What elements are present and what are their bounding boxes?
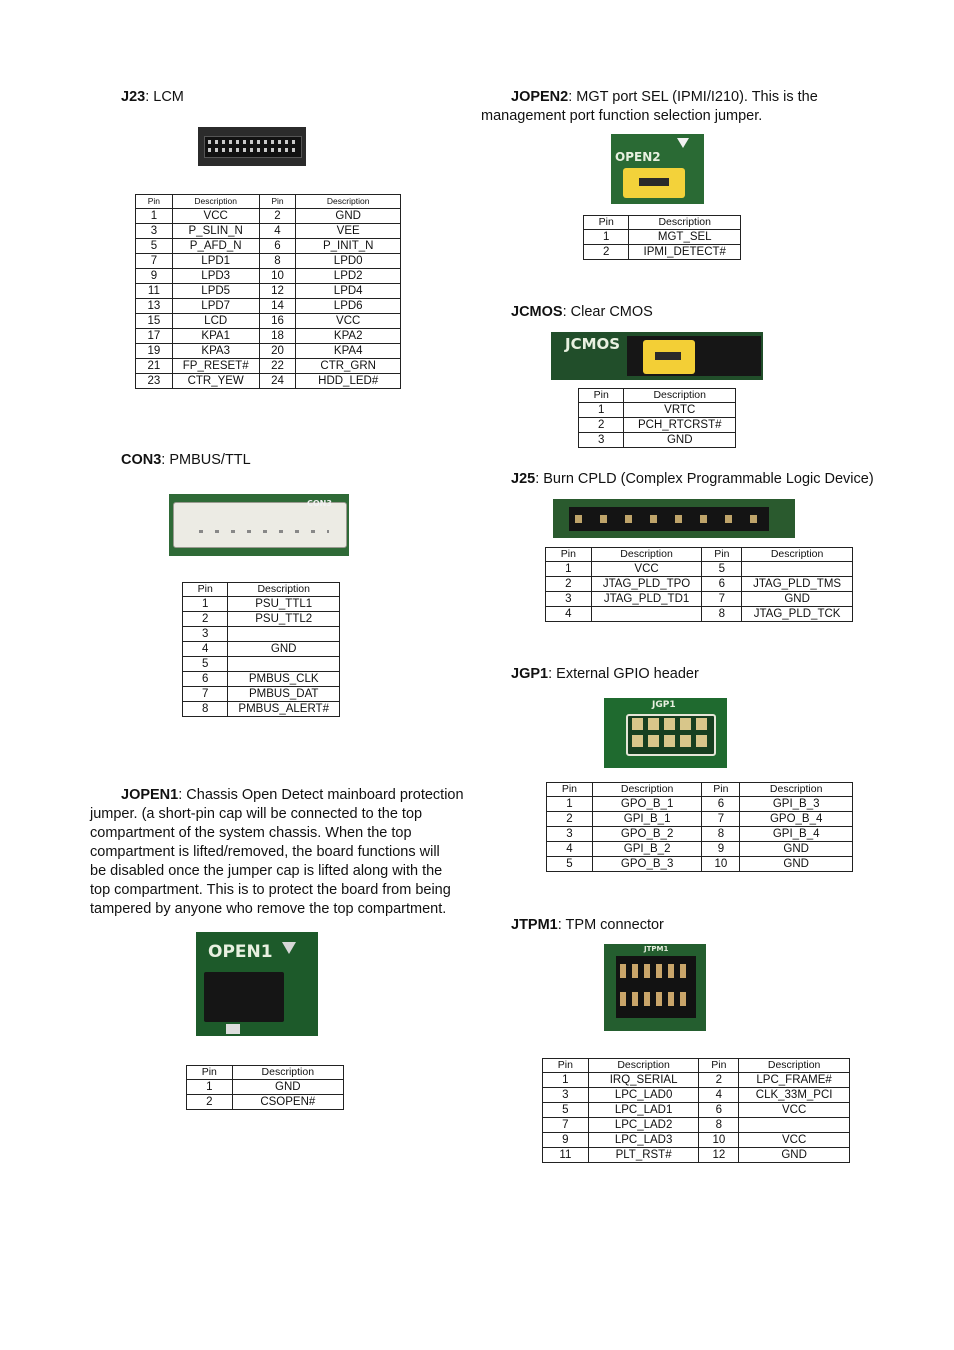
- pin-description-cell: KPA4: [296, 344, 401, 359]
- j23-table-header: [136, 195, 401, 209]
- pin-description-cell: P_INIT_N: [296, 239, 401, 254]
- pin-number-cell: 14: [259, 299, 296, 314]
- jcmos-silkscreen-label: JCMOS: [565, 335, 621, 353]
- pin-number-cell: 10: [259, 269, 296, 284]
- j23-name: J23: [121, 89, 146, 105]
- con3-desc: : PMBUS/TTL: [161, 452, 251, 468]
- pin-description-cell: LPC_LAD1: [588, 1103, 699, 1118]
- j25-table-header: [546, 548, 853, 562]
- table-row: [584, 230, 741, 245]
- pin-description-cell: IPMI_DETECT#: [629, 245, 741, 260]
- pin-number-cell: 5: [702, 562, 742, 577]
- pin-description-cell: PCH_RTCRST#: [624, 418, 736, 433]
- table-row: [543, 1073, 850, 1088]
- table-row: [547, 857, 853, 872]
- column-header: Pin: [259, 195, 296, 209]
- table-row: [136, 224, 401, 239]
- table-row: [136, 254, 401, 269]
- pin-number-cell: 6: [183, 672, 228, 687]
- column-header: Description: [232, 1066, 343, 1080]
- pin-number-cell: 7: [543, 1118, 589, 1133]
- pin-number-cell: 3: [543, 1088, 589, 1103]
- pin-number-cell: 7: [136, 254, 173, 269]
- column-header: Pin: [699, 1059, 739, 1073]
- pin-number-cell: 24: [259, 374, 296, 389]
- pin-number-cell: 18: [259, 329, 296, 344]
- j25-header-photo: [553, 499, 795, 538]
- pin-number-cell: 12: [259, 284, 296, 299]
- jopen1-desc-line: jumper. (a short-pin cap will be connected to the top: [90, 806, 423, 822]
- pin-description-cell: PSU_TTL1: [228, 597, 340, 612]
- con3-connector-photo: [169, 494, 349, 556]
- table-row: [136, 269, 401, 284]
- pin-number-cell: 3: [547, 827, 593, 842]
- table-row: [546, 562, 853, 577]
- pin-number-cell: 11: [136, 284, 173, 299]
- jtpm1-heading: [511, 916, 664, 935]
- pin-number-cell: 1: [136, 209, 173, 224]
- column-header: Pin: [584, 216, 629, 230]
- pin-description-cell: GND: [296, 209, 401, 224]
- pin-description-cell: CSOPEN#: [232, 1095, 343, 1110]
- pin-description-cell: GPO_B_1: [592, 797, 702, 812]
- table-row: [579, 433, 736, 448]
- pin-number-cell: 5: [136, 239, 173, 254]
- table-row: [546, 607, 853, 622]
- pin-number-cell: 2: [546, 577, 592, 592]
- table-row: [183, 702, 340, 717]
- j25-heading: [511, 470, 874, 489]
- table-row: [136, 209, 401, 224]
- table-row: [546, 592, 853, 607]
- table-row: [187, 1080, 344, 1095]
- jopen1-silkscreen-label: OPEN1: [208, 942, 273, 962]
- table-row: [136, 344, 401, 359]
- pin-description-cell: LPC_LAD3: [588, 1133, 699, 1148]
- j23-pin-table: [135, 194, 401, 389]
- pin-number-cell: 8: [699, 1118, 739, 1133]
- pin-description-cell: LPC_FRAME#: [739, 1073, 850, 1088]
- pin-number-cell: 8: [702, 827, 740, 842]
- pin-description-cell: LPD3: [172, 269, 259, 284]
- jcmos-table-header: [579, 389, 736, 403]
- pin-number-cell: 12: [699, 1148, 739, 1163]
- jtpm1-table-header: [543, 1059, 850, 1073]
- jopen1-jumper-photo: [196, 932, 318, 1036]
- pin-number-cell: 2: [259, 209, 296, 224]
- table-row: [579, 403, 736, 418]
- pin-description-cell: VCC: [739, 1103, 850, 1118]
- table-row: [183, 687, 340, 702]
- table-row: [543, 1118, 850, 1133]
- jopen1-description: [90, 786, 485, 919]
- pin-number-cell: 1: [183, 597, 228, 612]
- pin-number-cell: 8: [702, 607, 742, 622]
- jgp1-silkscreen-label: JGP1: [652, 700, 676, 710]
- pin-number-cell: 2: [584, 245, 629, 260]
- pin-description-cell: MGT_SEL: [629, 230, 741, 245]
- pin-number-cell: 2: [183, 612, 228, 627]
- jopen1-name: JOPEN1: [121, 787, 179, 803]
- jgp1-heading: [511, 665, 699, 684]
- column-header: Description: [591, 548, 702, 562]
- jopen1-desc-line: top compartment. This is to protect the board from being: [90, 882, 451, 898]
- pin-description-cell: [739, 1118, 850, 1133]
- pin-description-cell: [228, 657, 340, 672]
- table-row: [183, 642, 340, 657]
- table-row: [183, 612, 340, 627]
- jopen2-name: JOPEN2: [511, 89, 569, 105]
- pin-number-cell: 19: [136, 344, 173, 359]
- table-row: [183, 627, 340, 642]
- pin-number-cell: 15: [136, 314, 173, 329]
- column-header: Pin: [183, 583, 228, 597]
- pin-description-cell: GND: [742, 592, 853, 607]
- pin-number-cell: 5: [183, 657, 228, 672]
- jopen2-silkscreen-label: OPEN2: [615, 150, 661, 164]
- table-row: [136, 284, 401, 299]
- column-header: Description: [296, 195, 401, 209]
- j25-pin-table: [545, 547, 853, 622]
- pin-number-cell: 3: [136, 224, 173, 239]
- pin-description-cell: PSU_TTL2: [228, 612, 340, 627]
- pin-description-cell: GPO_B_2: [592, 827, 702, 842]
- pin-description-cell: LPC_LAD0: [588, 1088, 699, 1103]
- con3-silkscreen-label: CON3: [307, 499, 332, 508]
- table-row: [183, 672, 340, 687]
- jopen2-desc-line1: : MGT port SEL (IPMI/I210). This is the: [568, 89, 818, 105]
- pin-number-cell: 2: [699, 1073, 739, 1088]
- jopen2-desc-line2: management port function selection jumper.: [481, 108, 763, 124]
- pin-number-cell: 22: [259, 359, 296, 374]
- pin-description-cell: LPD4: [296, 284, 401, 299]
- jopen1-desc-line: compartment of the system chassis. When the top: [90, 825, 412, 841]
- pin-number-cell: 7: [183, 687, 228, 702]
- pin-number-cell: 13: [136, 299, 173, 314]
- pin-description-cell: [591, 607, 702, 622]
- pin-number-cell: 5: [543, 1103, 589, 1118]
- j25-name: J25: [511, 471, 536, 487]
- pin-description-cell: VEE: [296, 224, 401, 239]
- pin-number-cell: 5: [547, 857, 593, 872]
- column-header: Description: [588, 1059, 699, 1073]
- pin-description-cell: KPA1: [172, 329, 259, 344]
- column-header: Description: [742, 548, 853, 562]
- jtpm1-pin-table: [542, 1058, 850, 1163]
- pin-description-cell: VCC: [591, 562, 702, 577]
- pin-description-cell: GPO_B_3: [592, 857, 702, 872]
- pin-number-cell: 4: [183, 642, 228, 657]
- table-row: [547, 827, 853, 842]
- pin-number-cell: 20: [259, 344, 296, 359]
- pin-description-cell: [228, 627, 340, 642]
- jopen1-desc-line: tampered by anyone who remove the top compartment.: [90, 901, 447, 917]
- pin-description-cell: FP_RESET#: [172, 359, 259, 374]
- column-header: Pin: [547, 783, 593, 797]
- table-row: [136, 329, 401, 344]
- pin-number-cell: 6: [699, 1103, 739, 1118]
- pin-number-cell: 2: [579, 418, 624, 433]
- column-header: Pin: [543, 1059, 589, 1073]
- column-header: Pin: [136, 195, 173, 209]
- jcmos-heading: [511, 303, 653, 322]
- pin-description-cell: LPD0: [296, 254, 401, 269]
- pin-description-cell: VCC: [739, 1133, 850, 1148]
- jgp1-pin-table: [546, 782, 853, 872]
- pin-description-cell: LPD7: [172, 299, 259, 314]
- table-row: [136, 299, 401, 314]
- pin-description-cell: CTR_GRN: [296, 359, 401, 374]
- pin-number-cell: 3: [183, 627, 228, 642]
- pin-number-cell: 8: [183, 702, 228, 717]
- jopen2-jumper-photo: [611, 134, 704, 204]
- jcmos-jumper-photo: [551, 332, 763, 380]
- pin-description-cell: GND: [740, 857, 853, 872]
- column-header: Pin: [702, 548, 742, 562]
- jgp1-name: JGP1: [511, 666, 549, 682]
- pin-description-cell: VCC: [172, 209, 259, 224]
- pin-number-cell: 6: [702, 797, 740, 812]
- pin-number-cell: 8: [259, 254, 296, 269]
- pin-description-cell: GND: [228, 642, 340, 657]
- jcmos-name: JCMOS: [511, 304, 563, 320]
- table-row: [579, 418, 736, 433]
- pin-number-cell: 4: [259, 224, 296, 239]
- pin-description-cell: LCD: [172, 314, 259, 329]
- jopen2-pin-table: [583, 215, 741, 260]
- con3-heading: [121, 451, 251, 470]
- pin-description-cell: VRTC: [624, 403, 736, 418]
- column-header: Description: [624, 389, 736, 403]
- pin-description-cell: JTAG_PLD_TPO: [591, 577, 702, 592]
- pin-number-cell: 4: [699, 1088, 739, 1103]
- pin-number-cell: 3: [546, 592, 592, 607]
- pin-description-cell: GND: [624, 433, 736, 448]
- column-header: Description: [629, 216, 741, 230]
- pin-description-cell: P_SLIN_N: [172, 224, 259, 239]
- pin-description-cell: [742, 562, 853, 577]
- con3-name: CON3: [121, 452, 162, 468]
- jopen1-pin-table: [186, 1065, 344, 1110]
- pin-description-cell: PMBUS_CLK: [228, 672, 340, 687]
- column-header: Description: [740, 783, 853, 797]
- pin-description-cell: PMBUS_ALERT#: [228, 702, 340, 717]
- pin-description-cell: PLT_RST#: [588, 1148, 699, 1163]
- table-row: [543, 1133, 850, 1148]
- pin-description-cell: GPI_B_3: [740, 797, 853, 812]
- j23-heading: [121, 88, 184, 107]
- table-row: [543, 1103, 850, 1118]
- jtpm1-name: JTPM1: [511, 917, 558, 933]
- pin-number-cell: 1: [187, 1080, 233, 1095]
- pin-number-cell: 6: [259, 239, 296, 254]
- pin-description-cell: CTR_YEW: [172, 374, 259, 389]
- pin-description-cell: GND: [740, 842, 853, 857]
- table-row: [183, 657, 340, 672]
- pin-number-cell: 6: [702, 577, 742, 592]
- table-row: [136, 359, 401, 374]
- pin-description-cell: CLK_33M_PCI: [739, 1088, 850, 1103]
- column-header: Pin: [579, 389, 624, 403]
- con3-table-header: [183, 583, 340, 597]
- pin-description-cell: HDD_LED#: [296, 374, 401, 389]
- pin-number-cell: 21: [136, 359, 173, 374]
- table-row: [584, 245, 741, 260]
- pin-number-cell: 1: [584, 230, 629, 245]
- table-row: [136, 239, 401, 254]
- pin-number-cell: 2: [547, 812, 593, 827]
- jopen2-table-header: [584, 216, 741, 230]
- pin-description-cell: PMBUS_DAT: [228, 687, 340, 702]
- jopen2-description: [481, 88, 901, 126]
- j25-desc: : Burn CPLD (Complex Programmable Logic Device): [535, 471, 874, 487]
- table-row: [546, 577, 853, 592]
- jgp1-table-header: [547, 783, 853, 797]
- pin-description-cell: KPA2: [296, 329, 401, 344]
- pin-number-cell: 7: [702, 592, 742, 607]
- column-header: Description: [592, 783, 702, 797]
- pin-description-cell: GPO_B_4: [740, 812, 853, 827]
- pin-description-cell: P_AFD_N: [172, 239, 259, 254]
- pin-number-cell: 11: [543, 1148, 589, 1163]
- column-header: Description: [739, 1059, 850, 1073]
- jopen1-desc-line: compartment is lifted/removed, the board functions will: [90, 844, 440, 860]
- jgp1-header-photo: [604, 698, 727, 768]
- pin-number-cell: 23: [136, 374, 173, 389]
- pin-number-cell: 3: [579, 433, 624, 448]
- column-header: Pin: [702, 783, 740, 797]
- pin-number-cell: 1: [546, 562, 592, 577]
- column-header: Pin: [187, 1066, 233, 1080]
- table-row: [547, 812, 853, 827]
- jtpm1-connector-photo: [604, 944, 706, 1031]
- pin-number-cell: 10: [702, 857, 740, 872]
- pin-number-cell: 7: [702, 812, 740, 827]
- column-header: Description: [228, 583, 340, 597]
- table-row: [547, 842, 853, 857]
- pin-number-cell: 9: [543, 1133, 589, 1148]
- table-row: [547, 797, 853, 812]
- pin-description-cell: KPA3: [172, 344, 259, 359]
- pin-description-cell: GND: [232, 1080, 343, 1095]
- table-row: [183, 597, 340, 612]
- column-header: Description: [172, 195, 259, 209]
- pin-number-cell: 4: [547, 842, 593, 857]
- pin-description-cell: JTAG_PLD_TMS: [742, 577, 853, 592]
- pin-number-cell: 1: [579, 403, 624, 418]
- pin-number-cell: 1: [543, 1073, 589, 1088]
- column-header: Pin: [546, 548, 592, 562]
- pin-number-cell: 4: [546, 607, 592, 622]
- pin-description-cell: LPD6: [296, 299, 401, 314]
- jtpm1-desc: : TPM connector: [557, 917, 664, 933]
- table-row: [187, 1095, 344, 1110]
- pin-description-cell: LPC_LAD2: [588, 1118, 699, 1133]
- pin-description-cell: LPD2: [296, 269, 401, 284]
- table-row: [543, 1088, 850, 1103]
- pin-description-cell: GPI_B_1: [592, 812, 702, 827]
- pin-description-cell: JTAG_PLD_TCK: [742, 607, 853, 622]
- pin-description-cell: LPD5: [172, 284, 259, 299]
- pin-description-cell: IRQ_SERIAL: [588, 1073, 699, 1088]
- jopen1-desc-line: : Chassis Open Detect mainboard protection: [178, 787, 464, 803]
- jtpm1-silkscreen-label: JTPM1: [644, 945, 669, 953]
- pin-number-cell: 2: [187, 1095, 233, 1110]
- table-row: [136, 374, 401, 389]
- pin-number-cell: 9: [702, 842, 740, 857]
- pin-description-cell: VCC: [296, 314, 401, 329]
- pin-description-cell: LPD1: [172, 254, 259, 269]
- jcmos-pin-table: [578, 388, 736, 448]
- jopen1-table-header: [187, 1066, 344, 1080]
- jopen1-desc-line: be disabled once the jumper cap is lifted along with the: [90, 863, 443, 879]
- pin-number-cell: 9: [136, 269, 173, 284]
- pin-number-cell: 17: [136, 329, 173, 344]
- con3-pin-table: [182, 582, 340, 717]
- pin-number-cell: 16: [259, 314, 296, 329]
- pin-description-cell: GND: [739, 1148, 850, 1163]
- pin-number-cell: 1: [547, 797, 593, 812]
- jgp1-desc: : External GPIO header: [548, 666, 699, 682]
- table-row: [136, 314, 401, 329]
- j23-desc: : LCM: [145, 89, 184, 105]
- pin-description-cell: GPI_B_2: [592, 842, 702, 857]
- table-row: [543, 1148, 850, 1163]
- jcmos-desc: : Clear CMOS: [562, 304, 653, 320]
- pin-description-cell: JTAG_PLD_TD1: [591, 592, 702, 607]
- pin-description-cell: GPI_B_4: [740, 827, 853, 842]
- j23-connector-photo: [198, 127, 306, 166]
- pin-number-cell: 10: [699, 1133, 739, 1148]
